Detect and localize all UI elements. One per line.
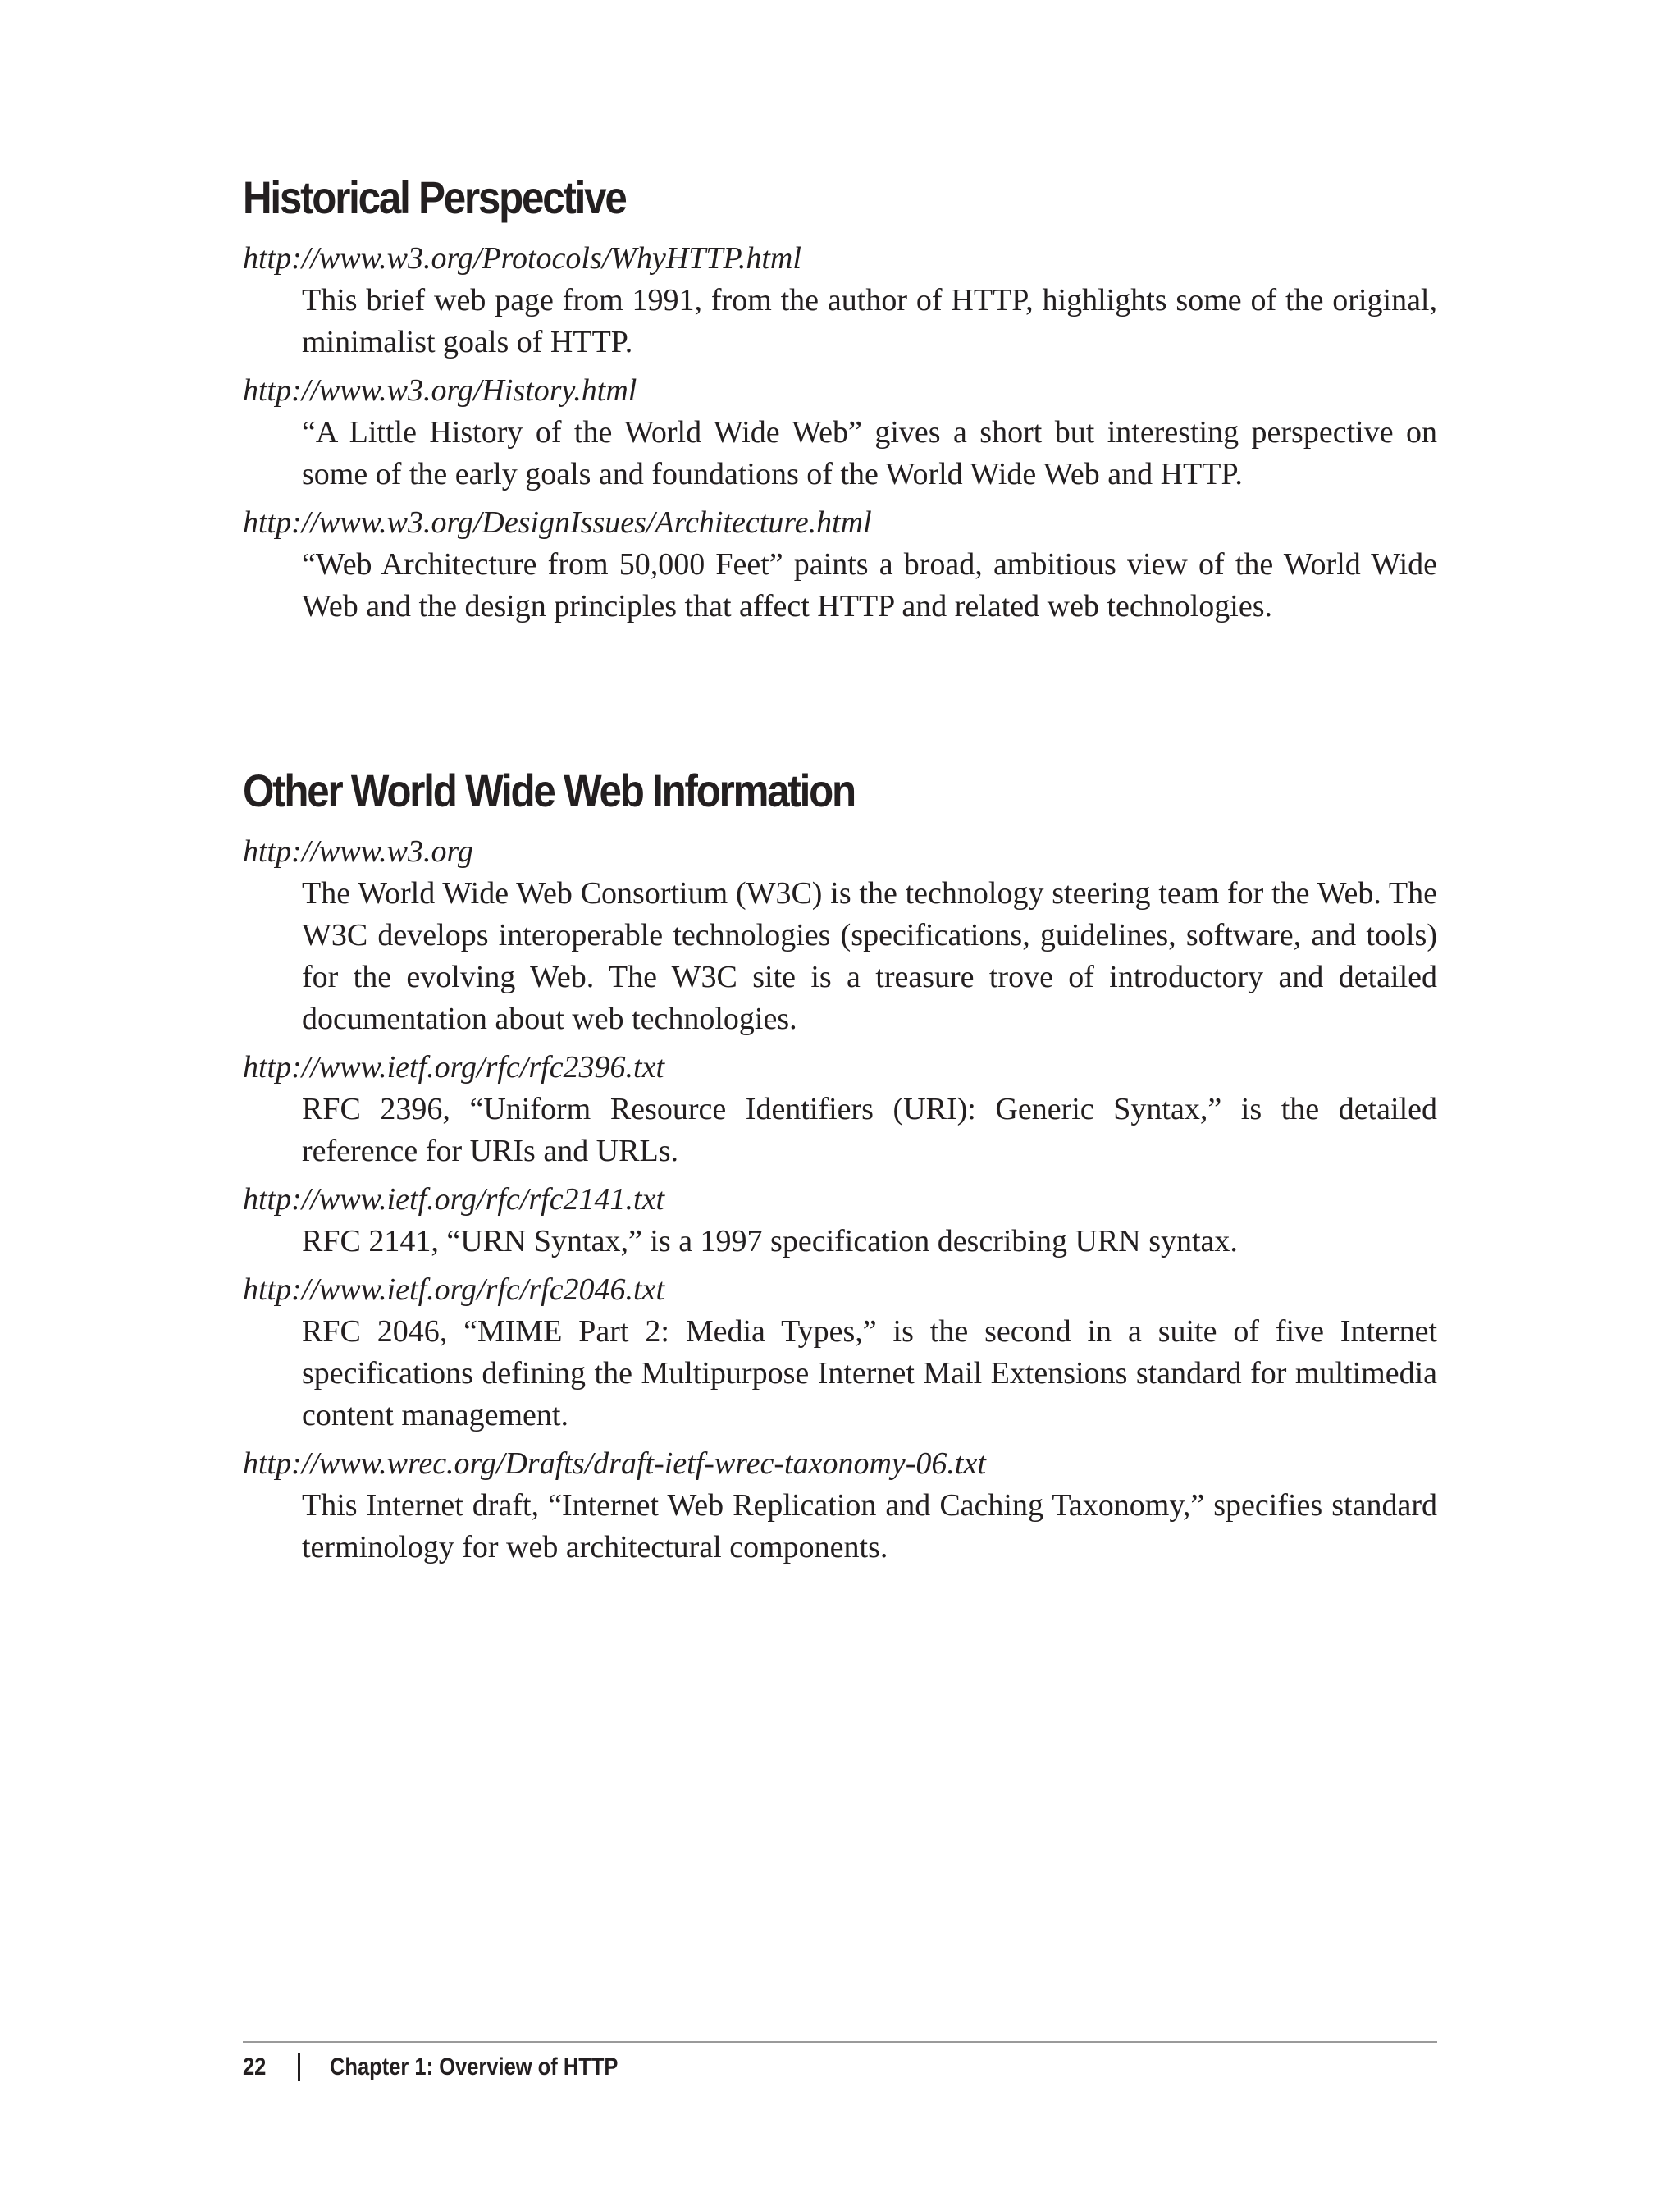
- entry-url-link[interactable]: http://www.w3.org: [243, 834, 473, 869]
- reference-entry: [243, 238, 1437, 363]
- entry-description: The World Wide Web Consortium (W3C) is the technology steering team for the Web. The W3C develops interoperable technologies (specifications, guidelines, software, and tools) for the evolving Web. The W3C site is a treasure trove of introductory and detailed documentation about web technologies.: [302, 876, 1437, 1036]
- other-www-information-entries: [243, 831, 1437, 1569]
- reference-entry: [243, 831, 1437, 1040]
- entry-url-link[interactable]: http://www.ietf.org/rfc/rfc2141.txt: [243, 1182, 665, 1217]
- entry-url-link[interactable]: http://www.w3.org/History.html: [243, 373, 637, 408]
- page-number: 22: [243, 2053, 267, 2080]
- reference-entry: [243, 1047, 1437, 1172]
- page-footer: [243, 2051, 669, 2084]
- entry-description: RFC 2046, “MIME Part 2: Media Types,” is the second in a suite of five Internet specifications defining the Multipurpose Internet Mail Extensions standard for multimedia content management.: [302, 1314, 1437, 1432]
- reference-entry: [243, 370, 1437, 496]
- entry-url-link[interactable]: http://www.w3.org/Protocols/WhyHTTP.html: [243, 241, 801, 276]
- historical-perspective-entries: [243, 238, 1437, 628]
- entry-description: This brief web page from 1991, from the author of HTTP, highlights some of the original, minimalist goals of HTTP.: [302, 283, 1437, 359]
- entry-url-link[interactable]: http://www.ietf.org/rfc/rfc2046.txt: [243, 1272, 665, 1307]
- section-heading-historical-perspective: Historical Perspective: [243, 171, 626, 223]
- entry-description: RFC 2396, “Uniform Resource Identifiers (URI): Generic Syntax,” is the detailed reference for URIs and URLs.: [302, 1092, 1437, 1168]
- reference-entry: [243, 502, 1437, 628]
- document-page: [243, 0, 1437, 2206]
- entry-description: “A Little History of the World Wide Web” gives a short but interesting perspective on some of the early goals and foundations of the World Wide Web and HTTP.: [302, 415, 1437, 491]
- entry-url-link[interactable]: http://www.w3.org/DesignIssues/Architecture.html: [243, 505, 872, 540]
- reference-entry: [243, 1269, 1437, 1436]
- entry-url-link[interactable]: http://www.wrec.org/Drafts/draft-ietf-wrec-taxonomy-06.txt: [243, 1446, 986, 1481]
- entry-description: “Web Architecture from 50,000 Feet” paints a broad, ambitious view of the World Wide Web and the design principles that affect HTTP and related web technologies.: [302, 547, 1437, 623]
- entry-url-link[interactable]: http://www.ietf.org/rfc/rfc2396.txt: [243, 1050, 665, 1085]
- footer-divider: [243, 2041, 1437, 2043]
- entry-description: This Internet draft, “Internet Web Replication and Caching Taxonomy,” specifies standard terminology for web architectural components.: [302, 1488, 1437, 1564]
- footer-separator: [298, 2053, 300, 2081]
- reference-entry: [243, 1443, 1437, 1569]
- chapter-title: Chapter 1: Overview of HTTP: [330, 2053, 619, 2080]
- entry-description: RFC 2141, “URN Syntax,” is a 1997 specification describing URN syntax.: [302, 1224, 1238, 1258]
- section-heading-other-www-information: Other World Wide Web Information: [243, 765, 855, 816]
- reference-entry: [243, 1179, 1437, 1263]
